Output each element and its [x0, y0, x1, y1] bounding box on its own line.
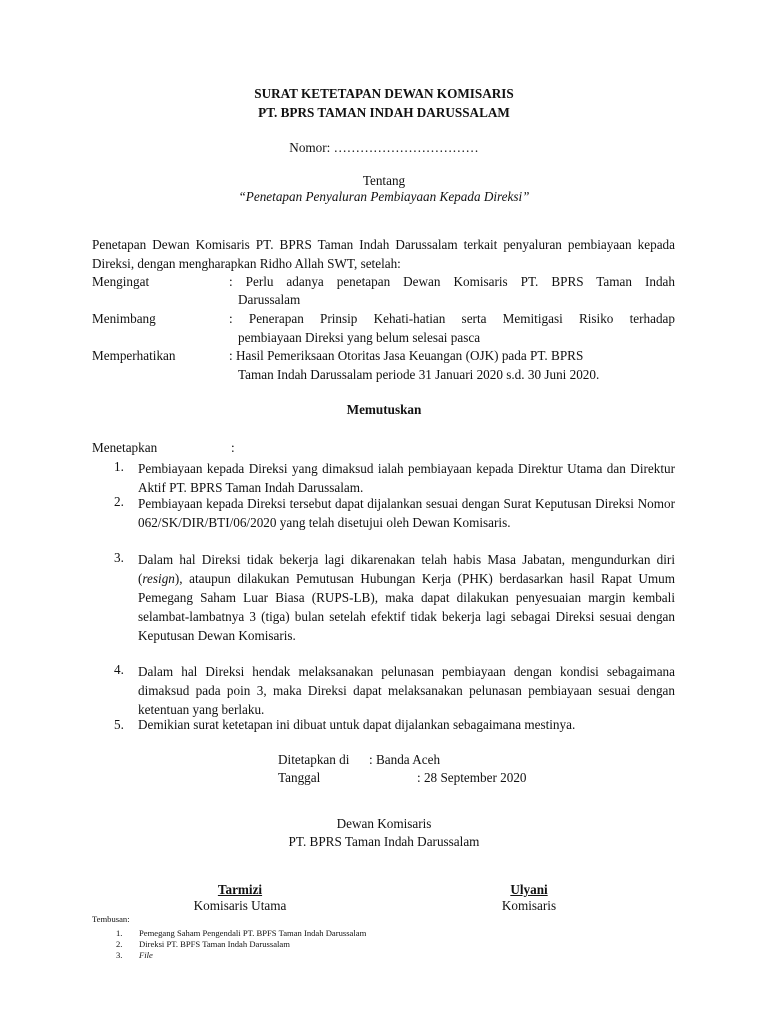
decision-item-number: 4. [114, 662, 124, 677]
document-title: SURAT KETETAPAN DEWAN KOMISARIS [254, 86, 514, 101]
decision-item-text: Demikian surat ketetapan ini dibuat untuk dapat dijalankan sebagaimana mestinya. [138, 717, 576, 732]
tembusan-item-number: 1. [116, 928, 123, 938]
subject-line: “Penetapan Penyaluran Pembiayaan Kepada Direksi” [238, 189, 530, 204]
tembusan-label: Tembusan: [92, 914, 130, 924]
decision-item-number: 5. [114, 717, 124, 732]
memperhatikan-label: Memperhatikan [92, 348, 176, 363]
date-label: Tanggal [278, 770, 321, 785]
menimbang-label: Menimbang [92, 311, 156, 326]
memperhatikan-text-cont: Taman Indah Darussalam periode 31 Januari 2020 s.d. 30 Juni 2020. [238, 367, 600, 382]
date-value: : 28 September 2020 [417, 770, 527, 785]
signer-title: Komisaris Utama [193, 898, 287, 913]
place-label: Ditetapkan di [278, 752, 350, 767]
mengingat-label: Mengingat [92, 274, 150, 289]
tembusan-item-number: 3. [116, 950, 123, 960]
menimbang-text: : Penerapan Prinsip Kehati-hatian serta Memitigasi Risiko terhadap [229, 311, 675, 326]
tembusan-item-text: File [139, 950, 153, 960]
board-name: Dewan Komisaris [336, 816, 432, 831]
board-company: PT. BPRS Taman Indah Darussalam [288, 834, 480, 849]
mengingat-text: : Perlu adanya penetapan Dewan Komisaris PT. BPRS Taman Indah [229, 274, 675, 289]
decision-item-text: Pembiayaan kepada Direksi yang dimaksud ialah pembiayaan kepada Direktur Utama dan Direktur Aktif PT. BPRS Taman Indah Darussalam. [138, 461, 675, 495]
decision-heading: Memutuskan [346, 402, 422, 417]
signer-name: Ulyani [510, 882, 548, 897]
intro-paragraph: Penetapan Dewan Komisaris PT. BPRS Taman Indah Darussalam terkait penyaluran pembiayaan kepada Direksi, dengan mengharapkan Ridho Allah SWT, setelah: [92, 237, 675, 271]
menetapkan-colon: : [231, 440, 235, 455]
decision-item-number: 3. [114, 550, 124, 565]
mengingat-text-cont: Darussalam [238, 292, 301, 307]
menetapkan-label: Menetapkan [92, 440, 158, 455]
letter-number: Nomor: …………………………… [289, 140, 479, 155]
decision-item-number: 2. [114, 494, 124, 509]
menimbang-text-cont: pembiayaan Direksi yang belum selesai pasca [238, 330, 481, 345]
signer-title: Komisaris [501, 898, 557, 913]
company-name-title: PT. BPRS TAMAN INDAH DARUSSALAM [258, 105, 510, 120]
memperhatikan-text: : Hasil Pemeriksaan Otoritas Jasa Keuangan (OJK) pada PT. BPRS [229, 348, 584, 363]
decision-item-text: Dalam hal Direksi tidak bekerja lagi dikarenakan telah habis Masa Jabatan, mengundurkan diri (resign), ataupun dilakukan Pemutusan Hubungan Kerja (PHK) berdasarkan hasil Rapat Umum Pemegang Saham Luar Biasa (RUPS-LB), maka dapat dilakukan penyesuaian margin kembali selambat-lambatnya 3 (tiga) bulan setelah efektif tidak bekerja lagi sebagai Direksi sesuai dengan Keputusan Dewan Komisaris. [138, 552, 675, 643]
place-value: : Banda Aceh [369, 752, 441, 767]
tentang-label: Tentang [362, 173, 406, 188]
signer-name: Tarmizi [217, 882, 263, 897]
decision-item-text: Dalam hal Direksi hendak melaksanakan pelunasan pembiayaan dengan kondisi sebagaimana dimaksud pada poin 3, maka Direksi dapat melaksanakan pelunasan pembiayaan sesuai dengan ketentuan yang berlaku. [138, 664, 675, 717]
tembusan-item-number: 2. [116, 939, 123, 949]
tembusan-item-text: Pemegang Saham Pengendali PT. BPFS Taman Indah Darussalam [139, 928, 367, 938]
tembusan-item-text: Direksi PT. BPFS Taman Indah Darussalam [139, 939, 290, 949]
decision-item-number: 1. [114, 459, 124, 474]
decision-item-text: Pembiayaan kepada Direksi tersebut dapat dijalankan sesuai dengan Surat Keputusan Direksi Nomor 062/SK/DIR/BTI/06/2020 yang telah disetujui oleh Dewan Komisaris. [138, 496, 675, 530]
